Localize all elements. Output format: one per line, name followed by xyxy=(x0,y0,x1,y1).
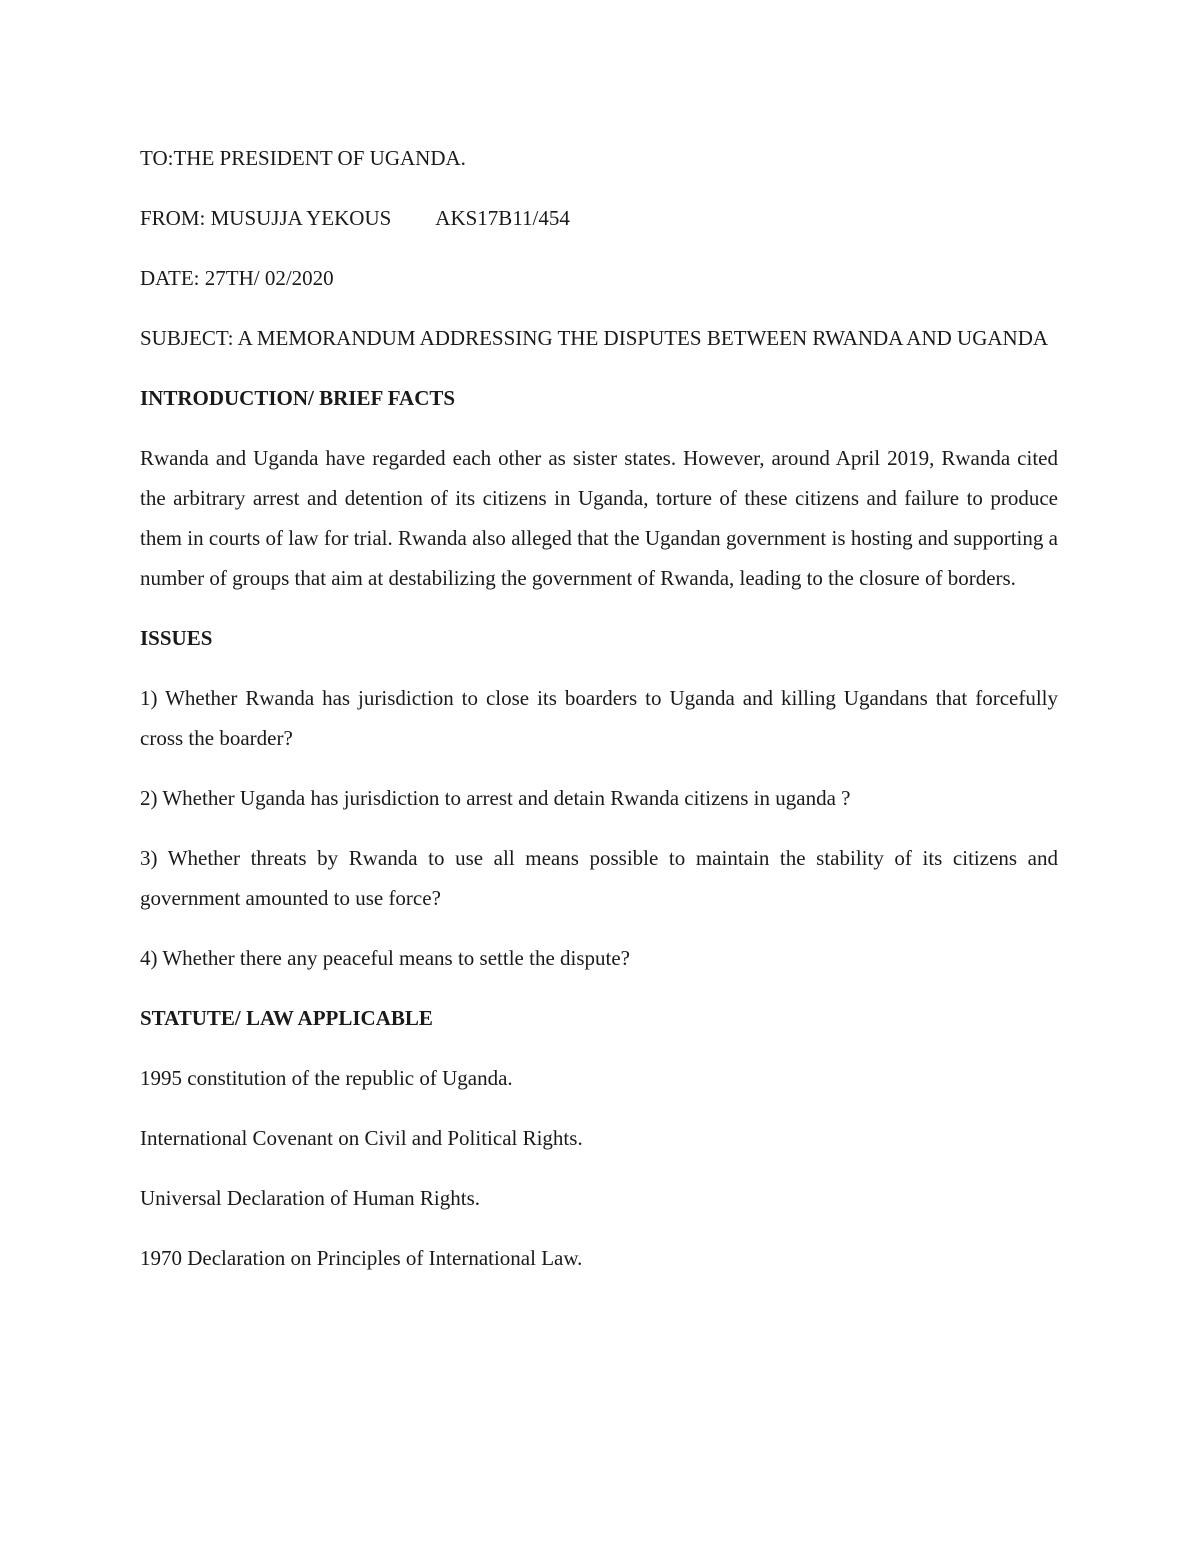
issues-heading: ISSUES xyxy=(140,626,213,650)
statute-item-4: 1970 Declaration on Principles of International Law. xyxy=(140,1246,583,1270)
statute-item-3: Universal Declaration of Human Rights. xyxy=(140,1186,480,1210)
memo-from xyxy=(140,198,1058,238)
document-page xyxy=(140,138,1058,1298)
issue-item-4: 4) Whether there any peaceful means to settle the dispute? xyxy=(140,946,630,970)
statutes-heading: STATUTE/ LAW APPLICABLE xyxy=(140,1006,433,1030)
memo-subject: SUBJECT: A MEMORANDUM ADDRESSING THE DISPUTES BETWEEN RWANDA AND UGANDA xyxy=(140,326,1049,350)
issue-item-3: 3) Whether threats by Rwanda to use all means possible to maintain the stability of its citizens and government amounted to use force? xyxy=(140,846,1058,910)
memo-to: TO:THE PRESIDENT OF UGANDA. xyxy=(140,146,466,170)
memo-date: DATE: 27TH/ 02/2020 xyxy=(140,266,334,290)
memo-from-id: AKS17B11/454 xyxy=(435,206,570,230)
introduction-heading: INTRODUCTION/ BRIEF FACTS xyxy=(140,386,456,410)
statute-item-2: International Covenant on Civil and Political Rights. xyxy=(140,1126,583,1150)
statute-item-1: 1995 constitution of the republic of Uganda. xyxy=(140,1066,513,1090)
introduction-body: Rwanda and Uganda have regarded each other as sister states. However, around April 2019, Rwanda cited the arbitrary arrest and detention of its citizens in Uganda, torture of these citizens and failure to produce them in courts of law for trial. Rwanda also alleged that the Ugandan government is hosting and supporting a number of groups that aim at destabilizing the government of Rwanda, leading to the closure of borders. xyxy=(140,446,1058,590)
issue-item-2: 2) Whether Uganda has jurisdiction to arrest and detain Rwanda citizens in uganda ? xyxy=(140,786,851,810)
memo-from-name: FROM: MUSUJJA YEKOUS xyxy=(140,206,392,230)
issue-item-1: 1) Whether Rwanda has jurisdiction to close its boarders to Uganda and killing Ugandans that forcefully cross the boarder? xyxy=(140,686,1058,750)
